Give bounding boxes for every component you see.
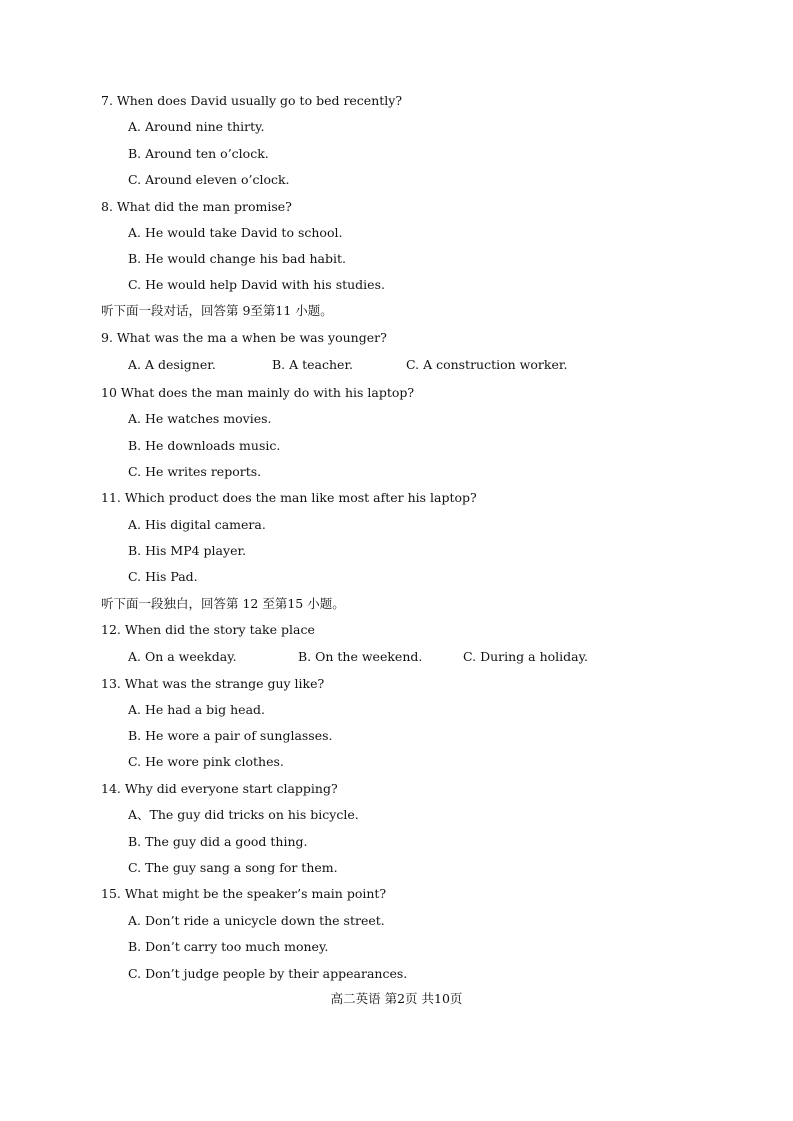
question-11: 11. Which product does the man like most after his laptop? xyxy=(101,490,477,505)
question-8: 8. What did the man promise? xyxy=(101,199,292,214)
q9-option-b: B. A teacher. xyxy=(272,357,354,372)
q7-option-c: C. Around eleven o’clock. xyxy=(128,172,290,187)
q14-option-c: C. The guy sang a song for them. xyxy=(128,860,338,875)
question-15: 15. What might be the speaker’s main point? xyxy=(101,886,387,901)
q8-option-b: B. He would change his bad habit. xyxy=(128,251,346,266)
q9-option-c: C. A construction worker. xyxy=(406,357,568,372)
q12-option-a: A. On a weekday. xyxy=(128,649,237,664)
q8-option-a: A. He would take David to school. xyxy=(128,225,343,240)
q10-option-b: B. He downloads music. xyxy=(128,438,281,453)
q11-option-a: A. His digital camera. xyxy=(128,517,266,532)
q10-option-c: C. He writes reports. xyxy=(128,464,262,479)
q8-option-c: C. He would help David with his studies. xyxy=(128,277,385,292)
section-instruction-2: 听下面一段独白，回答第 12 至第15 小题。 xyxy=(101,596,345,611)
q15-option-b: B. Don’t carry too much money. xyxy=(128,939,329,954)
q11-option-c: C. His Pad. xyxy=(128,569,198,584)
q13-option-b: B. He wore a pair of sunglasses. xyxy=(128,728,333,743)
q9-option-a: A. A designer. xyxy=(128,357,216,372)
question-14: 14. Why did everyone start clapping? xyxy=(101,781,338,796)
question-9: 9. What was the ma a when be was younger? xyxy=(101,330,387,345)
q13-option-c: C. He wore pink clothes. xyxy=(128,754,284,769)
q12-option-b: B. On the weekend. xyxy=(298,649,423,664)
q10-option-a: A. He watches movies. xyxy=(128,411,272,426)
question-7: 7. When does David usually go to bed recently? xyxy=(101,93,403,108)
q14-option-a: A、The guy did tricks on his bicycle. xyxy=(128,807,359,822)
q13-option-a: A. He had a big head. xyxy=(128,702,265,717)
q12-option-c: C. During a holiday. xyxy=(463,649,588,664)
q7-option-a: A. Around nine thirty. xyxy=(128,119,265,134)
question-13: 13. What was the strange guy like? xyxy=(101,676,325,691)
section-instruction-1: 听下面一段对话，回答第 9至第11 小题。 xyxy=(101,303,333,318)
q15-option-a: A. Don’t ride a unicycle down the street. xyxy=(128,913,385,928)
q11-option-b: B. His MP4 player. xyxy=(128,543,247,558)
q7-option-b: B. Around ten o’clock. xyxy=(128,146,269,161)
question-10: 10 What does the man mainly do with his laptop? xyxy=(101,385,415,400)
question-12: 12. When did the story take place xyxy=(101,622,315,637)
page-footer: 高二英语 第2页 共10页 xyxy=(330,991,463,1006)
q15-option-c: C. Don’t judge people by their appearances. xyxy=(128,966,408,981)
q14-option-b: B. The guy did a good thing. xyxy=(128,834,308,849)
